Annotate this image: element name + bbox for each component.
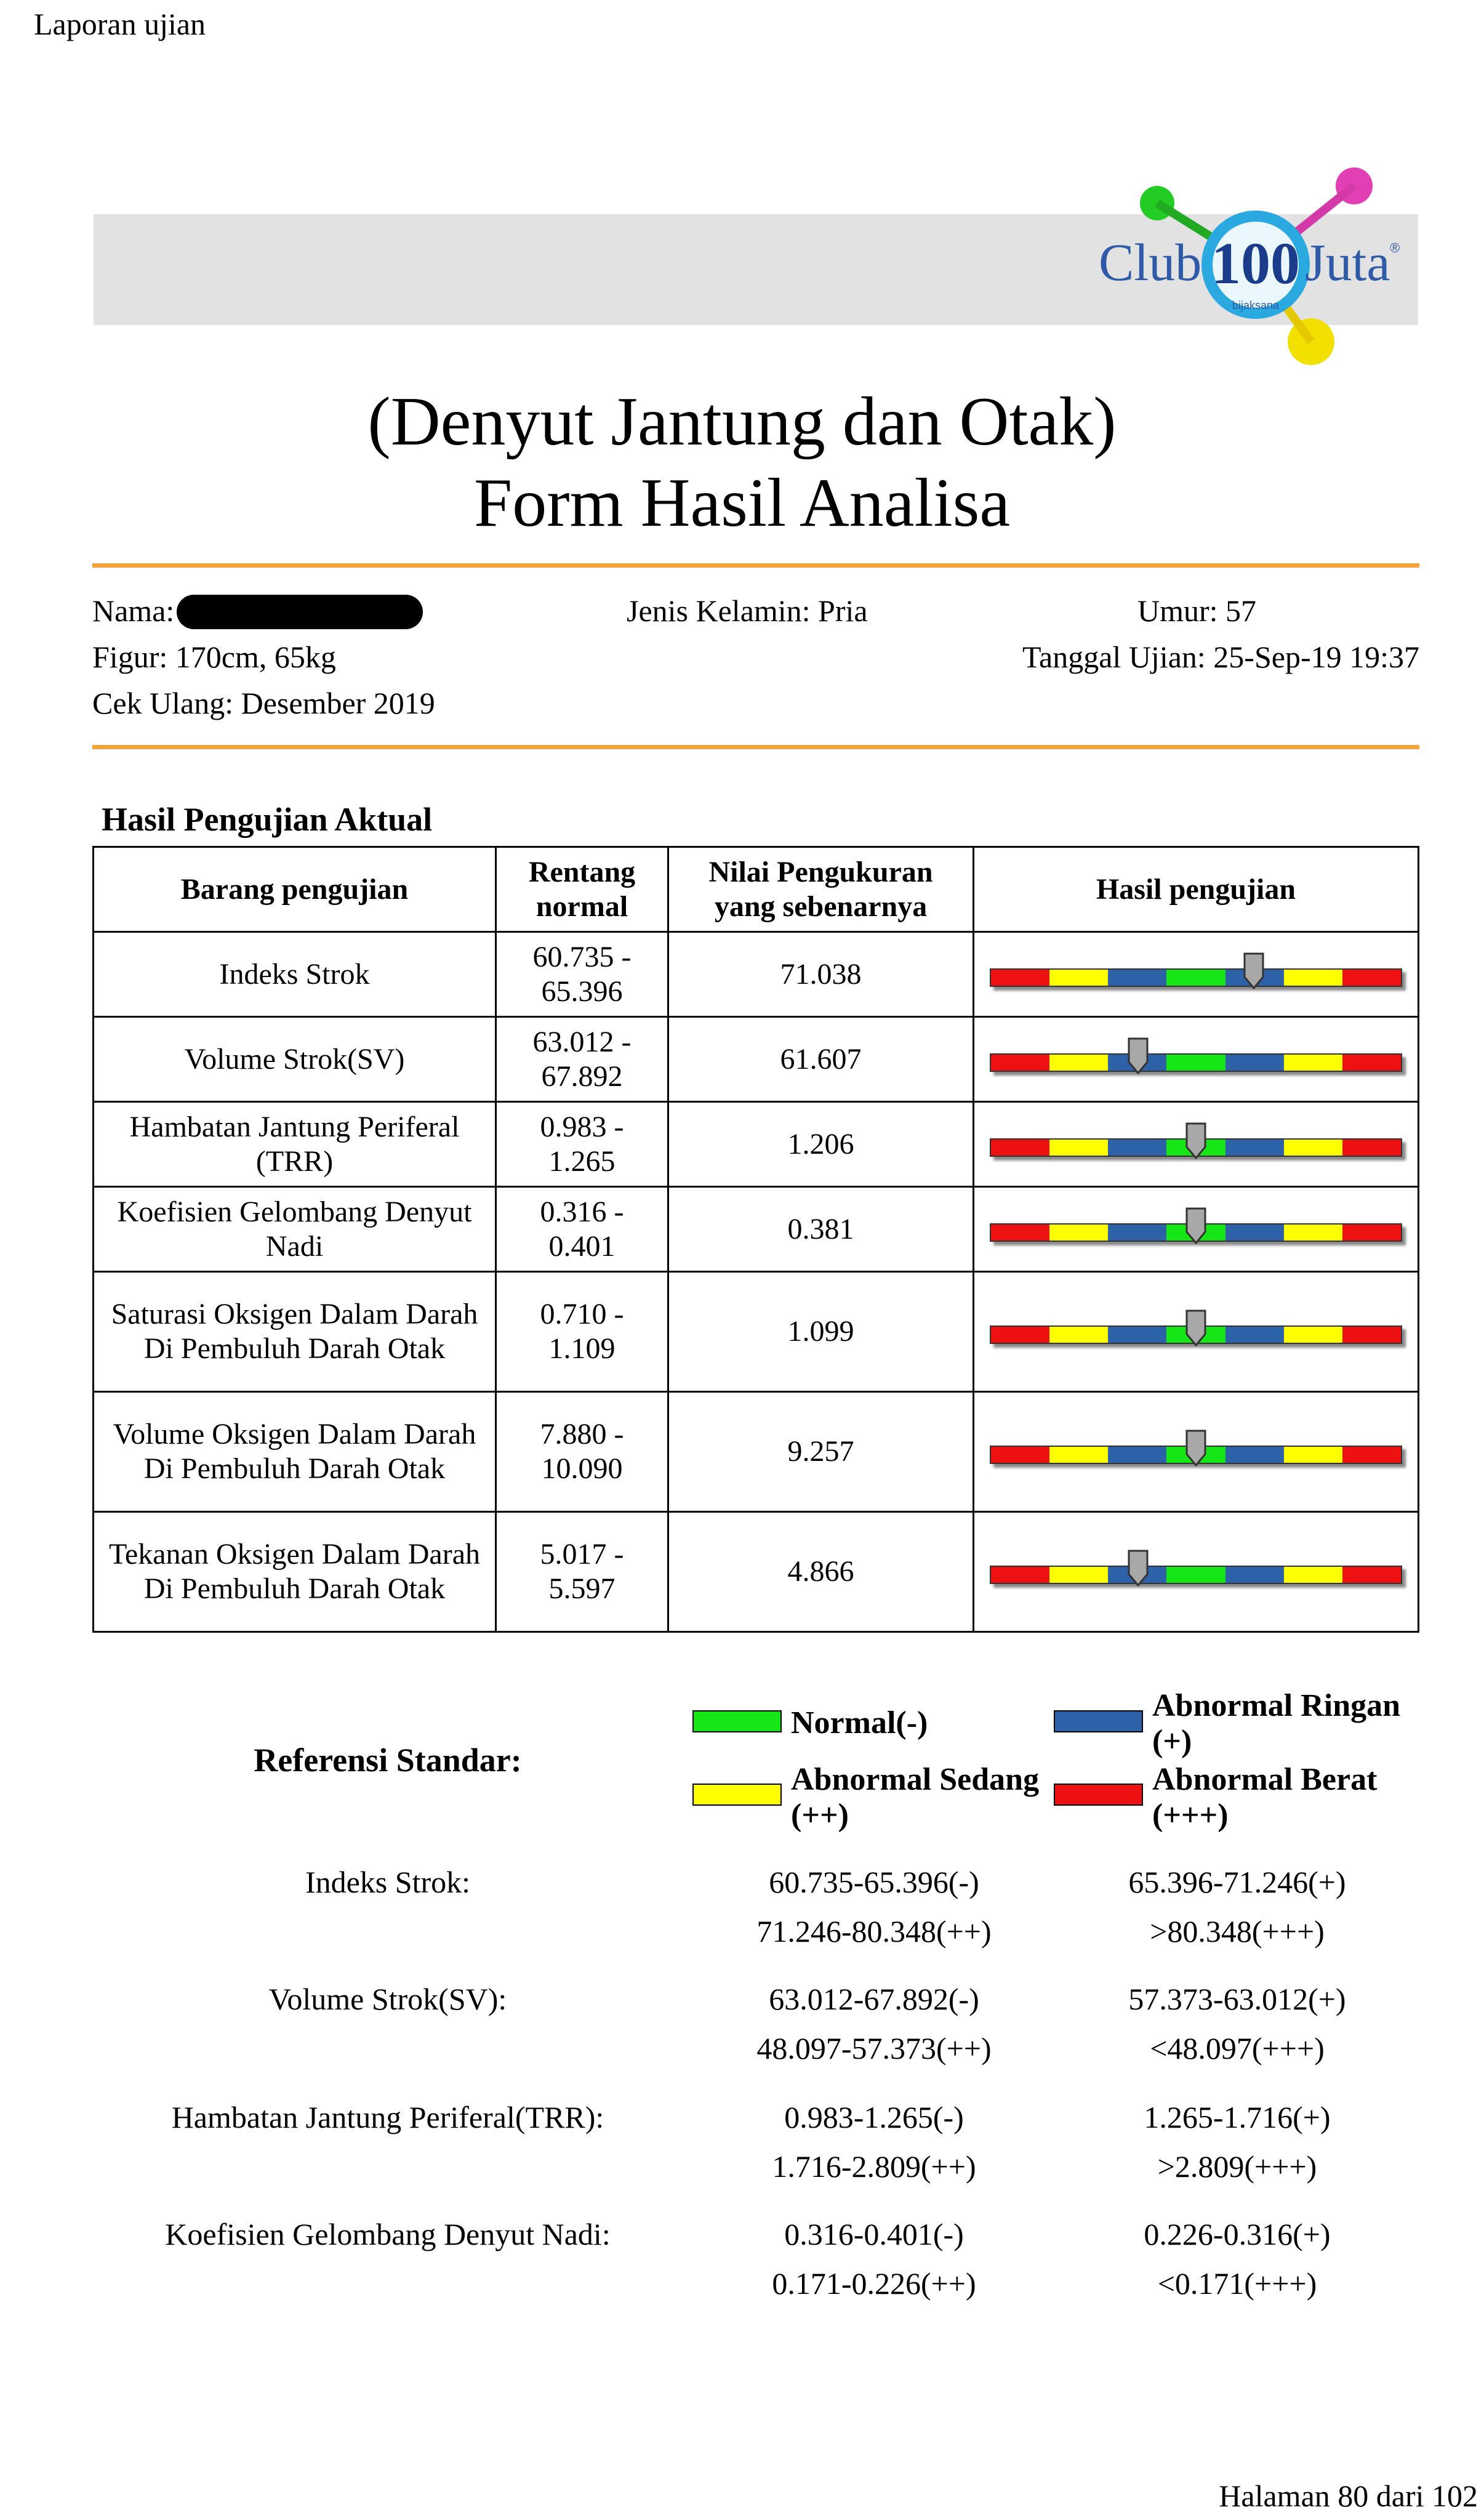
table-row [94, 1187, 1419, 1272]
ref-normal: 0.316-0.401(-) [784, 2217, 964, 2251]
gauge-segment [1284, 1327, 1342, 1343]
gauge-segment [1049, 1327, 1108, 1343]
legend-text-normal: Normal(-) [791, 1705, 928, 1740]
legend-text-moderate: Abnormal Sedang (++) [791, 1762, 1040, 1833]
ref-normal: 0.983-1.265(-) [784, 2100, 964, 2134]
page-title-line2: Form Hasil Analisa [473, 465, 1011, 541]
header-value: Nilai Pengukuran yang sebenarnya [668, 847, 974, 932]
gauge-segment [1049, 1055, 1108, 1071]
logo-text-juta: Juta [1305, 233, 1390, 292]
ref-moderate: 1.716-2.809(++) [772, 2149, 976, 2184]
test-date: Tanggal Ujian: 25-Sep-19 19:37 [1022, 640, 1419, 674]
result-gauge [990, 1439, 1402, 1464]
gauge-segment [1342, 970, 1401, 986]
logo-tagline: bijaksana [1232, 299, 1280, 312]
ref-mild: 65.396-71.246(+) [1128, 1865, 1346, 1899]
gauge-segment [1342, 1055, 1401, 1071]
gauge-segment [1049, 1140, 1108, 1156]
row-item: Volume Oksigen Dalam Darah Di Pembuluh Darah Otak [94, 1392, 496, 1512]
gauge-segment [1342, 1140, 1401, 1156]
row-range: 7.880 - 10.090 [496, 1392, 668, 1512]
ref-name: Koefisien Gelombang Denyut Nadi: [165, 2217, 611, 2251]
ref-severe: >80.348(+++) [1150, 1914, 1325, 1949]
page-number: Halaman 80 dari 102 [1219, 2479, 1478, 2513]
row-gauge-cell [974, 1187, 1419, 1272]
ref-severe: <48.097(+++) [1150, 2031, 1325, 2065]
gauge-segment [1342, 1327, 1401, 1343]
logo-text-club: Club [1099, 233, 1202, 292]
gauge-segment [1284, 1447, 1342, 1463]
header-range: Rentang normal [496, 847, 668, 932]
gauge-segment [991, 1140, 1049, 1156]
row-value: 71.038 [668, 932, 974, 1017]
row-gauge-cell [974, 1392, 1419, 1512]
gauge-segment [1049, 1447, 1108, 1463]
gauge-segment [1108, 1140, 1166, 1156]
gauge-pointer-icon [1243, 952, 1265, 989]
row-item: Indeks Strok [94, 932, 496, 1017]
header-item: Barang pengujian [94, 847, 496, 932]
ref-moderate: 48.097-57.373(++) [756, 2031, 992, 2065]
orange-divider-top [92, 563, 1419, 568]
row-value: 61.607 [668, 1017, 974, 1102]
gauge-segment [1108, 970, 1166, 986]
gauge-segment [1284, 1225, 1342, 1241]
legend-swatch-severe [1054, 1784, 1143, 1806]
row-gauge-cell [974, 1512, 1419, 1632]
ref-mild: 0.226-0.316(+) [1144, 2217, 1331, 2251]
row-item: Hambatan Jantung Periferal (TRR) [94, 1102, 496, 1187]
gauge-segment [1284, 1140, 1342, 1156]
ref-moderate: 71.246-80.348(++) [756, 1914, 992, 1949]
gauge-pointer-icon [1185, 1122, 1207, 1159]
ref-mild: 1.265-1.716(+) [1144, 2100, 1331, 2134]
gauge-segment [1166, 1055, 1225, 1071]
gauge-segment [1225, 1225, 1284, 1241]
gauge-pointer-icon [1185, 1430, 1207, 1466]
ref-mild: 57.373-63.012(+) [1128, 1982, 1346, 2016]
table-row [94, 1102, 1419, 1187]
legend-title: Referensi Standar: [254, 1742, 522, 1779]
row-item: Volume Strok(SV) [94, 1017, 496, 1102]
gauge-segment [991, 1055, 1049, 1071]
gauge-segment [1108, 1225, 1166, 1241]
logo-registered: ® [1390, 240, 1400, 255]
row-range: 0.983 - 1.265 [496, 1102, 668, 1187]
gauge-segment [1108, 1447, 1166, 1463]
gauge-pointer-icon [1127, 1550, 1149, 1587]
table-row [94, 1272, 1419, 1392]
recheck-date: Cek Ulang: Desember 2019 [92, 686, 435, 720]
ref-name: Indeks Strok: [305, 1865, 471, 1899]
gauge-segment [1049, 1567, 1108, 1583]
legend-swatch-normal [692, 1710, 782, 1732]
result-gauge [990, 1559, 1402, 1584]
row-value: 4.866 [668, 1512, 974, 1632]
gauge-segment [1225, 1327, 1284, 1343]
row-range: 63.012 - 67.892 [496, 1017, 668, 1102]
result-gauge [990, 1217, 1402, 1242]
gauge-pointer-icon [1127, 1037, 1149, 1074]
gauge-segment [1225, 1447, 1284, 1463]
patient-age: Umur: 57 [1137, 593, 1257, 628]
gauge-segment [1166, 970, 1225, 986]
row-item: Saturasi Oksigen Dalam Darah Di Pembuluh Darah Otak [94, 1272, 496, 1392]
row-range: 5.017 - 5.597 [496, 1512, 668, 1632]
legend-text-mild: Abnormal Ringan (+) [1152, 1688, 1401, 1759]
table-row [94, 1017, 1419, 1102]
result-gauge [990, 1047, 1402, 1072]
row-item: Tekanan Oksigen Dalam Darah Di Pembuluh Darah Otak [94, 1512, 496, 1632]
ref-severe: <0.171(+++) [1157, 2266, 1317, 2301]
gauge-segment [1225, 1140, 1284, 1156]
gauge-pointer-icon [1185, 1309, 1207, 1346]
gauge-segment [991, 1327, 1049, 1343]
results-section-title: Hasil Pengujian Aktual [102, 801, 433, 838]
row-gauge-cell [974, 1102, 1419, 1187]
row-item: Koefisien Gelombang Denyut Nadi [94, 1187, 496, 1272]
patient-name [92, 592, 423, 632]
result-gauge [990, 1132, 1402, 1157]
ref-name: Hambatan Jantung Periferal(TRR): [171, 2100, 604, 2134]
ref-normal: 60.735-65.396(-) [769, 1865, 979, 1899]
legend-swatch-moderate [692, 1784, 782, 1806]
gauge-segment [1284, 970, 1342, 986]
row-value: 0.381 [668, 1187, 974, 1272]
gauge-bar [990, 1053, 1402, 1072]
table-row [94, 1392, 1419, 1512]
gauge-segment [1225, 1055, 1284, 1071]
gauge-segment [1166, 1567, 1225, 1583]
orange-divider-bottom [92, 745, 1419, 749]
results-table [92, 846, 1419, 1633]
name-label: Nama: [92, 593, 175, 628]
page-title-line1: (Denyut Jantung dan Otak) [367, 384, 1117, 460]
row-range: 0.316 - 0.401 [496, 1187, 668, 1272]
result-gauge [990, 1319, 1402, 1344]
gauge-segment [991, 970, 1049, 986]
gauge-segment [1108, 1327, 1166, 1343]
row-range: 0.710 - 1.109 [496, 1272, 668, 1392]
gauge-bar [990, 968, 1402, 987]
legend-text-severe: Abnormal Berat (+++) [1152, 1762, 1378, 1833]
report-header-label: Laporan ujian [34, 7, 206, 41]
row-range: 60.735 - 65.396 [496, 932, 668, 1017]
gauge-segment [1049, 1225, 1108, 1241]
row-value: 1.099 [668, 1272, 974, 1392]
row-gauge-cell [974, 1017, 1419, 1102]
gauge-segment [1284, 1055, 1342, 1071]
patient-gender: Jenis Kelamin: Pria [627, 593, 868, 628]
gauge-segment [991, 1567, 1049, 1583]
row-value: 1.206 [668, 1102, 974, 1187]
row-gauge-cell [974, 932, 1419, 1017]
row-value: 9.257 [668, 1392, 974, 1512]
gauge-segment [1284, 1567, 1342, 1583]
ref-moderate: 0.171-0.226(++) [772, 2266, 976, 2301]
redacted-name-bar [177, 595, 423, 629]
gauge-segment [991, 1225, 1049, 1241]
gauge-segment [1342, 1567, 1401, 1583]
table-row [94, 932, 1419, 1017]
gauge-bar [990, 1566, 1402, 1584]
table-row [94, 1512, 1419, 1632]
logo-text-100: 100 [1211, 230, 1300, 296]
result-gauge [990, 962, 1402, 987]
club-100-juta-logo [1071, 166, 1403, 369]
row-gauge-cell [974, 1272, 1419, 1392]
gauge-segment [1342, 1447, 1401, 1463]
gauge-segment [991, 1447, 1049, 1463]
header-result: Hasil pengujian [974, 847, 1419, 932]
gauge-segment [1049, 970, 1108, 986]
ref-name: Volume Strok(SV): [268, 1982, 507, 2016]
gauge-segment [1225, 1567, 1284, 1583]
ref-normal: 63.012-67.892(-) [769, 1982, 979, 2016]
ref-severe: >2.809(+++) [1157, 2149, 1317, 2184]
legend-swatch-mild [1054, 1710, 1143, 1732]
gauge-segment [1342, 1225, 1401, 1241]
gauge-pointer-icon [1185, 1207, 1207, 1244]
patient-figure: Figur: 170cm, 65kg [92, 640, 336, 674]
